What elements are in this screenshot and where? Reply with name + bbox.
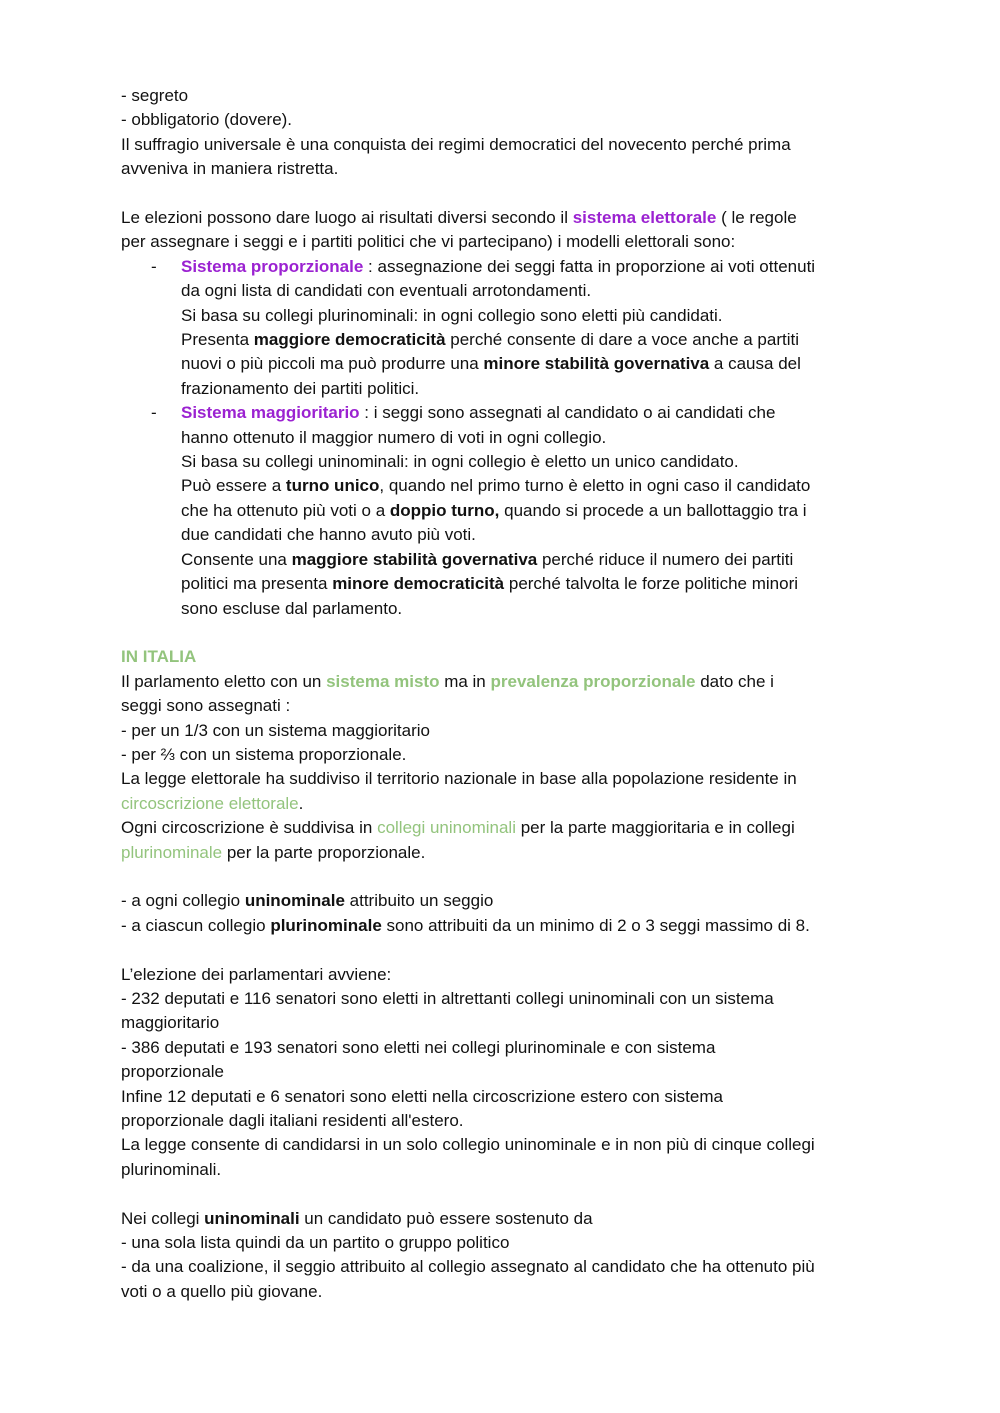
text-line: hanno ottenuto il maggior numero di voti in ogni collegio. [181, 427, 607, 447]
spacer [121, 182, 881, 206]
spacer [121, 1182, 881, 1206]
text-line: - obbligatorio (dovere). [121, 110, 293, 130]
text-line: Nei collegi uninominali un candidato può essere sostenuto da [121, 1208, 593, 1228]
text-line: - a ciascun collegio plurinominale sono attribuiti da un minimo di 2 o 3 seggi massimo di 8. [121, 915, 810, 935]
text-line: due candidati che hanno avuto più voti. [181, 525, 476, 545]
text-line: sono escluse dal parlamento. [181, 598, 403, 618]
text-line: - una sola lista quindi da un partito o gruppo politico [121, 1233, 510, 1253]
text-line: Si basa su collegi plurinominali: in ogni collegio sono eletti più candidati. [181, 305, 723, 325]
text-line: Il suffragio universale è una conquista dei regimi democratici del novecento perché prima [121, 134, 791, 154]
term-prevalenza-proporzionale: prevalenza proporzionale [490, 671, 696, 691]
text-line: seggi sono assegnati : [121, 696, 291, 716]
text-line: proporzionale dagli italiani residenti all'estero. [121, 1111, 464, 1130]
text-line: Il parlamento eletto con un sistema misto ma in prevalenza proporzionale dato che i [121, 671, 774, 691]
text-line: Consente una maggiore stabilità governativa perché riduce il numero dei partiti [181, 549, 794, 569]
text-line: - da una coalizione, il seggio attribuito al collegio assegnato al candidato che ha ottenuto più [121, 1257, 815, 1277]
text-line: maggioritario [121, 1013, 220, 1033]
spacer [121, 938, 881, 962]
term-plurinominale: plurinominale [121, 842, 223, 862]
text-line: - a ogni collegio uninominale attribuito un seggio [121, 891, 494, 911]
document-page [121, 84, 881, 1304]
text-line: Sistema maggioritario : i seggi sono assegnati al candidato o ai candidati che [181, 403, 776, 423]
text-line: politici ma presenta minore democraticità perché talvolta le forze politiche minori [181, 574, 799, 594]
text-line: L’elezione dei parlamentari avviene: [121, 964, 392, 984]
text-line: avveniva in maniera ristretta. [121, 159, 339, 179]
text-line: plurinominali. [121, 1159, 222, 1179]
text-line: Infine 12 deputati e 6 senatori sono eletti nella circoscrizione estero con sistema [121, 1086, 723, 1106]
text-line: frazionamento dei partiti politici. [181, 378, 420, 398]
text-line: circoscrizione elettorale. [121, 793, 304, 813]
text-line: Si basa su collegi uninominali: in ogni collegio è eletto un unico candidato. [181, 452, 739, 472]
list-item-maggioritario [151, 401, 881, 621]
text-line: che ha ottenuto più voti o a doppio turno, quando si procede a un ballottaggio tra i [181, 500, 807, 520]
section-heading: IN ITALIA [121, 647, 197, 667]
text-line: - segreto [121, 86, 189, 105]
text-line: - per un 1/3 con un sistema maggioritario [121, 720, 430, 740]
text-line: da ogni lista di candidati con eventuali arrotondamenti. [181, 281, 592, 301]
text-line: proporzionale [121, 1062, 225, 1082]
spacer [121, 865, 881, 889]
term-sistema-proporzionale: Sistema proporzionale [181, 256, 364, 276]
list-dash: - [151, 403, 157, 423]
spacer [121, 621, 881, 645]
list-item-proporzionale [151, 255, 881, 401]
text-line: Può essere a turno unico, quando nel primo turno è eletto in ogni caso il candidato [181, 476, 811, 496]
electoral-systems-list [121, 255, 881, 621]
text-line: Le elezioni possono dare luogo ai risultati diversi secondo il sistema elettorale ( le regole [121, 208, 797, 228]
text-line: per assegnare i seggi e i partiti politici che vi partecipano) i modelli elettorali sono: [121, 232, 736, 252]
text-line: Presenta maggiore democraticità perché consente di dare a voce anche a partiti [181, 330, 799, 350]
term-sistema-elettorale: sistema elettorale [572, 208, 717, 228]
text-line: voti o a quello più giovane. [121, 1281, 323, 1301]
text-line: plurinominale per la parte proporzionale. [121, 842, 426, 862]
text-line: La legge consente di candidarsi in un solo collegio uninominale e in non più di cinque collegi [121, 1135, 815, 1155]
term-circoscrizione-elettorale: circoscrizione elettorale [121, 793, 299, 813]
term-sistema-maggioritario: Sistema maggioritario [181, 403, 360, 423]
text-line: Ogni circoscrizione è suddivisa in collegi uninominali per la parte maggioritaria e in collegi [121, 818, 795, 838]
term-sistema-misto: sistema misto [326, 671, 440, 691]
list-dash: - [151, 256, 157, 276]
text-line: Sistema proporzionale : assegnazione dei seggi fatta in proporzione ai voti ottenuti [181, 256, 816, 276]
text-line: - per ⅔ con un sistema proporzionale. [121, 744, 407, 764]
text-line: - 232 deputati e 116 senatori sono eletti in altrettanti collegi uninominali con un sistema [121, 988, 774, 1008]
text-line: nuovi o più piccoli ma può produrre una minore stabilità governativa a causa del [181, 354, 801, 374]
text-line: La legge elettorale ha suddiviso il territorio nazionale in base alla popolazione residente in [121, 769, 797, 789]
term-collegi-uninominali: collegi uninominali [377, 818, 516, 838]
text-line: - 386 deputati e 193 senatori sono eletti nei collegi plurinominale e con sistema [121, 1037, 716, 1057]
